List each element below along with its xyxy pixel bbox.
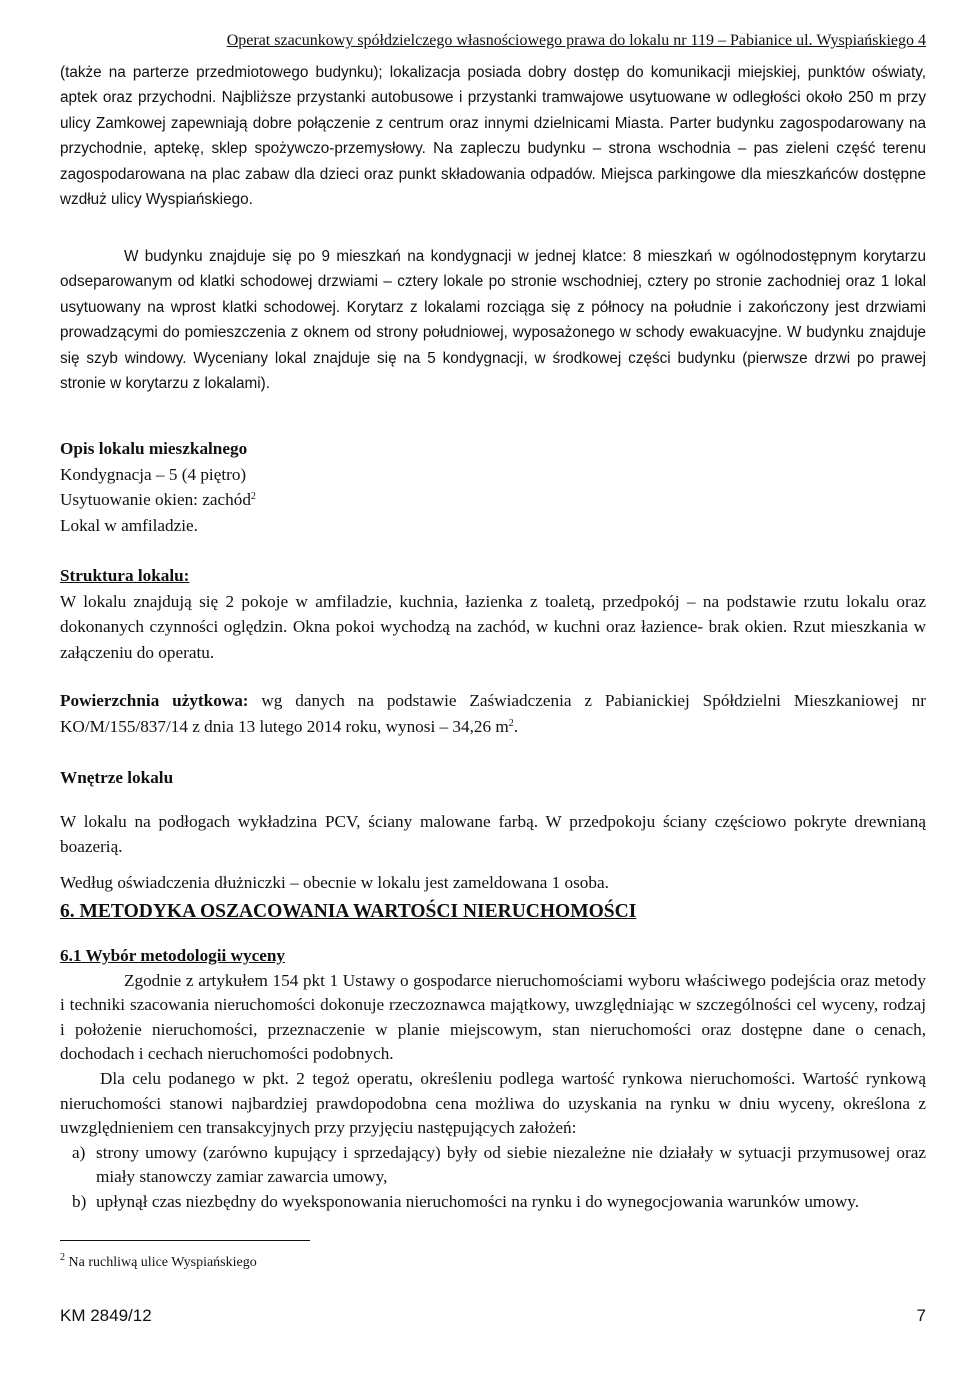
section-6-heading: 6. METODYKA OSZACOWANIA WARTOŚCI NIERUCHOMOŚCI <box>60 901 637 922</box>
opis-line-1: Kondygnacja – 5 (4 piętro) <box>60 464 247 484</box>
section-6-1 <box>60 943 926 1215</box>
list-item-text: upłynął czas niezbędny do wyeksponowania nieruchomości na rynku i do wynegocjowania warunków umowy. <box>96 1191 860 1211</box>
powierzchnia-label: Powierzchnia użytkowa: <box>60 691 249 710</box>
powierzchnia-text <box>60 688 926 739</box>
page-number: 7 <box>916 1306 926 1325</box>
opis-section <box>60 436 926 538</box>
struktura-text: W lokalu znajdują się 2 pokoje w amfiladzie, kuchnia, łazienka z toaletą, przedpokój – na podstawie rzutu lokalu oraz dokonanych czynności oględzin. Okna pokoi wychodzą na zachód, w kuchni oraz łazience- brak okien. Rzut mieszkania w załączeniu do operatu. <box>60 591 926 662</box>
methodology-para-1: Zgodnie z artykułem 154 pkt 1 Ustawy o gospodarce nieruchomościami wyboru właściwego podejścia oraz metody i techniki szacowania nieruchomości dokonuje rzeczoznawca majątkowy, uwzględniając w szczególności cel wyceny, rodzaj i położenie nieruchomości, przeznaczenie w planie miejscowym, stan nieruchomości oraz dostępne dane o cenach, dochodach i cechach nieruchomości podobnych. <box>60 970 926 1064</box>
building-text: W budynku znajduje się po 9 mieszkań na kondygnacji w jednej klatce: 8 mieszkań w ogólnodostępnym korytarzu odseparowanym od klatki schodowej drzwiami – cztery lokale po stronie wschodniej, cztery po stronie zachodniej oraz 1 lokal usytuowany na wprost klatki schodowej. Korytarz z lokalami rozciąga się z północy na południe i zakończony jest drzwiami prowadzącymi do pomieszczenia z oknem od strony południowej, wyposażonego w schody ewakuacyjne. W budynku znajduje się szyb windowy. Wyceniany lokal znajduje się na 5 kondygnacji, w środkowej części budynku (pierwsze drzwi po prawej stronie w korytarzu z lokalami). <box>60 248 926 393</box>
opis-line-2-text: Usytuowanie okien: zachód <box>60 490 251 510</box>
powierzchnia-tail: . <box>513 716 519 736</box>
wnetrze-text-1: W lokalu na podłogach wykładzina PCV, ściany malowane farbą. W przedpokoju ściany częściowo pokryte drewnianą boazerią. <box>60 811 926 857</box>
footnote <box>60 1252 257 1271</box>
section-6 <box>60 901 926 923</box>
list-item-label: b) <box>72 1191 87 1211</box>
footnote-ref: 2 <box>250 491 256 503</box>
list-item-label: a) <box>72 1142 86 1162</box>
running-header: Operat szacunkowy spółdzielczego własnościowego prawa do lokalu nr 119 – Pabianice ul. Wyspiańskiego 4 <box>226 32 926 49</box>
footnote-number: 2 <box>60 1252 65 1263</box>
struktura-section <box>60 563 926 665</box>
area-superscript: 2 <box>508 717 514 729</box>
document-id: KM 2849/12 <box>60 1306 152 1325</box>
opis-line-3: Lokal w amfiladzie. <box>60 515 198 535</box>
powierzchnia-section <box>60 688 926 739</box>
powierzchnia-body: wg danych na podstawie Zaświadczenia z Pabianickiej Spółdzielni Mieszkaniowej nr KO/M/155/837/14 z dnia 13 lutego 2014 roku, wynosi – 34,26 m <box>60 691 926 736</box>
assumptions-list <box>60 1141 926 1215</box>
footnote-divider <box>60 1240 310 1241</box>
intro-paragraph <box>60 60 926 212</box>
page-footer <box>60 1306 926 1326</box>
list-item <box>60 1141 926 1190</box>
opis-heading: Opis lokalu mieszkalnego <box>60 439 248 458</box>
list-item <box>60 1190 926 1215</box>
struktura-heading: Struktura lokalu: <box>60 566 190 585</box>
opis-line-2 <box>60 487 926 513</box>
wnetrze-heading: Wnętrze lokalu <box>60 768 174 787</box>
wnetrze-section <box>60 765 926 895</box>
footnote-text: Na ruchliwą ulice Wyspiańskiego <box>65 1255 257 1270</box>
methodology-para-2: Dla celu podanego w pkt. 2 tegoż operatu, określeniu podlega wartość rynkowa nieruchomości. Wartość rynkową nieruchomości stanowi najbardziej prawdopodobna cena możliwa do uzyskania na rynku w dniu wyceny, określona z uwzględnieniem cen transakcyjnych przy przyjęciu następujących założeń: <box>60 1068 926 1138</box>
section-6-1-heading: 6.1 Wybór metodologii wyceny <box>60 946 286 965</box>
intro-text: (także na parterze przedmiotowego budynku); lokalizacja posiada dobry dostęp do komunikacji miejskiej, punktów oświaty, aptek oraz przychodni. Najbliższe przystanki autobusowe i przystanki tramwajowe usytuowane w odległości około 250 m przy ulicy Zamkowej zapewniają dobre połączenie z centrum oraz innymi dzielnicami Miasta. Parter budynku zagospodarowany na przychodnie, aptekę, sklep spożywczo-przemysłowy. Na zapleczu budynku – strona wschodnia – pas zieleni część terenu zagospodarowana na plac zabaw dla dzieci oraz punkt składowania odpadów. Miejsca parkingowe dla mieszkańców dostępne wzdłuż ulicy Wyspiańskiego. <box>60 64 926 209</box>
wnetrze-text-2: Według oświadczenia dłużniczki – obecnie w lokalu jest zameldowana 1 osoba. <box>60 872 609 892</box>
list-item-text: strony umowy (zarówno kupujący i sprzedający) były od siebie niezależne nie działały w sytuacji przymusowej oraz miały stanowczy zamiar zawarcia umowy, <box>96 1142 926 1187</box>
building-paragraph <box>60 244 926 396</box>
